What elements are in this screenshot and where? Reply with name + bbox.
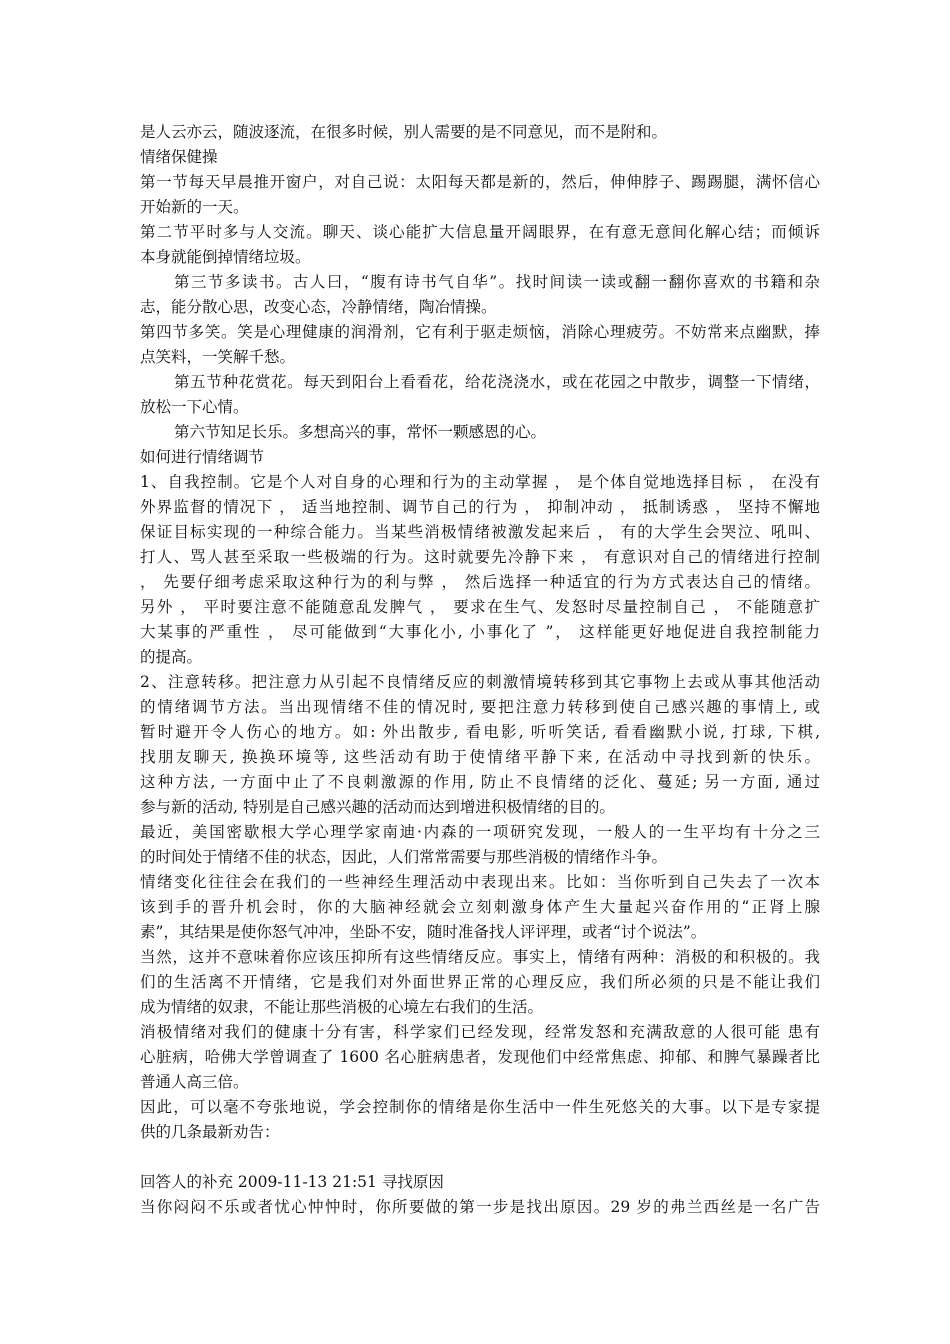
text-line: 成为情绪的奴隶，不能让那些消极的心境左右我们的生活。	[140, 998, 544, 1016]
text-line: 当你闷闷不乐或者忧心忡忡时，你所要做的第一步是找出原因。29 岁的弗兰西丝是一名广告	[140, 1198, 820, 1216]
text-line: 最近，美国密歇根大学心理学家南迪·内森的一项研究发现，一般人的一生平均有十分之三	[140, 823, 820, 841]
text-line: 消极情绪对我们的健康十分有害，科学家们已经发现，经常发怒和充满敌意的人很可能 患有	[140, 1023, 820, 1041]
text-line: 第四节多笑。笑是心理健康的润滑剂，它有利于驱走烦恼，消除心理疲劳。不妨常来点幽默，捧	[140, 323, 820, 341]
text-line: 第三节多读书。古人曰，“腹有诗书气自华”。找时间读一读或翻一翻你喜欢的书籍和杂	[174, 273, 820, 291]
text-line: 这种方法, 一方面中止了不良刺激源的作用, 防止不良情绪的泛化、蔓延; 另一方面, 通过	[140, 773, 820, 791]
text-line: 第六节知足长乐。多想高兴的事，常怀一颗感恩的心。	[174, 423, 547, 441]
text-line: 情绪变化往往会在我们的一些神经生理活动中表现出来。比如：当你听到自己失去了一次本	[140, 873, 820, 891]
blank-line	[140, 1145, 820, 1170]
text-line: 外界监督的情况下 ， 适当地控制、调节自己的行为 ， 抑制冲动 ， 抵制诱惑 ， 坚持不懈地	[140, 498, 820, 516]
text-line: 心脏病，哈佛大学曾调查了 1600 名心脏病患者，发现他们中经常焦虑、抑郁、和脾气暴躁者比	[140, 1048, 820, 1066]
text-line: 开始新的一天。	[140, 198, 249, 216]
text-line: 供的几条最新劝告：	[140, 1123, 280, 1141]
text-line: 大某事的严重性 ， 尽可能做到“大事化小, 小事化了 ”， 这样能更好地促进自我控制能力	[140, 623, 820, 641]
text-line: 打人、骂人甚至采取一些极端的行为。这时就要先冷静下来 ， 有意识对自己的情绪进行控制	[140, 548, 820, 566]
text-line: 本身就能倒掉情绪垃圾。	[140, 248, 311, 266]
text-line: 找朋友聊天, 换换环境等, 这些活动有助于使情绪平静下来, 在活动中寻找到新的快乐。	[140, 748, 820, 766]
text-line: 是人云亦云，随波逐流，在很多时候，别人需要的是不同意见，而不是附和。	[140, 123, 668, 141]
text-line: 第二节平时多与人交流。聊天、谈心能扩大信息量开阔眼界，在有意无意间化解心结；而倾诉	[140, 223, 820, 241]
text-line: 暂时避开令人伤心的地方。如: 外出散步, 看电影, 听听笑话, 看看幽默小说, 打球, 下棋,	[140, 723, 820, 741]
text-line: 如何进行情绪调节	[140, 448, 265, 466]
text-line: ， 先要仔细考虑采取这种行为的利与弊 ， 然后选择一种适宜的行为方式表达自己的情绪。	[140, 573, 820, 591]
text-line: 参与新的活动, 特别是自己感兴趣的活动而达到增进积极情绪的目的。	[140, 798, 615, 816]
text-line: 保证目标实现的一种综合能力。当某些消极情绪被激发起来后 ， 有的大学生会哭泣、吼叫、	[140, 523, 820, 541]
text-line: 的提高。	[140, 648, 203, 666]
text-line: 情绪保健操	[140, 148, 218, 166]
text-line: 另外 ， 平时要注意不能随意乱发脾气 ， 要求在生气、发怒时尽量控制自己 ， 不能随意扩	[140, 598, 820, 616]
text-line: 放松一下心情。	[140, 398, 249, 416]
text-line: 第一节每天早晨推开窗户，对自己说：太阳每天都是新的，然后，伸伸脖子、踢踢腿，满怀信心	[140, 173, 820, 191]
text-line: 该到手的晋升机会时，你的大脑神经就会立刻刺激身体产生大量起兴奋作用的“正肾上腺	[140, 898, 820, 916]
text-line: 志，能分散心思，改变心态，冷静情绪，陶冶情操。	[140, 298, 497, 316]
text-line: 2、注意转移。把注意力从引起不良情绪反应的刺激情境转移到其它事物上去或从事其他活动	[140, 673, 820, 691]
text-line: 点笑料，一笑解千愁。	[140, 348, 296, 366]
text-line: 回答人的补充 2009-11-13 21:51 寻找原因	[140, 1173, 444, 1191]
text-line: 素”，其结果是使你怒气冲冲，坐卧不安，随时准备找人评评理，或者“讨个说法”。	[140, 923, 707, 941]
text-line: 的情绪调节方法。当出现情绪不佳的情况时, 要把注意力转移到使自己感兴趣的事情上, 或	[140, 698, 820, 716]
text-line: 们的生活离不开情绪，它是我们对外面世界正常的心理反应，我们所必须的只是不能让我们	[140, 973, 820, 991]
text-line: 1、自我控制。它是个人对自身的心理和行为的主动掌握 ， 是个体自觉地选择目标 ， 在没有	[140, 473, 820, 491]
text-line: 当然，这并不意味着你应该压抑所有这些情绪反应。事实上，情绪有两种：消极的和积极的。我	[140, 948, 820, 966]
text-line: 的时间处于情绪不佳的状态，因此，人们常常需要与那些消极的情绪作斗争。	[140, 848, 668, 866]
document-page	[140, 120, 820, 1220]
text-line: 第五节种花赏花。每天到阳台上看看花，给花浇浇水，或在花园之中散步，调整一下情绪，	[174, 373, 820, 391]
text-line: 因此，可以毫不夸张地说，学会控制你的情绪是你生活中一件生死悠关的大事。以下是专家提	[140, 1098, 820, 1116]
text-line: 普通人高三倍。	[140, 1073, 249, 1091]
